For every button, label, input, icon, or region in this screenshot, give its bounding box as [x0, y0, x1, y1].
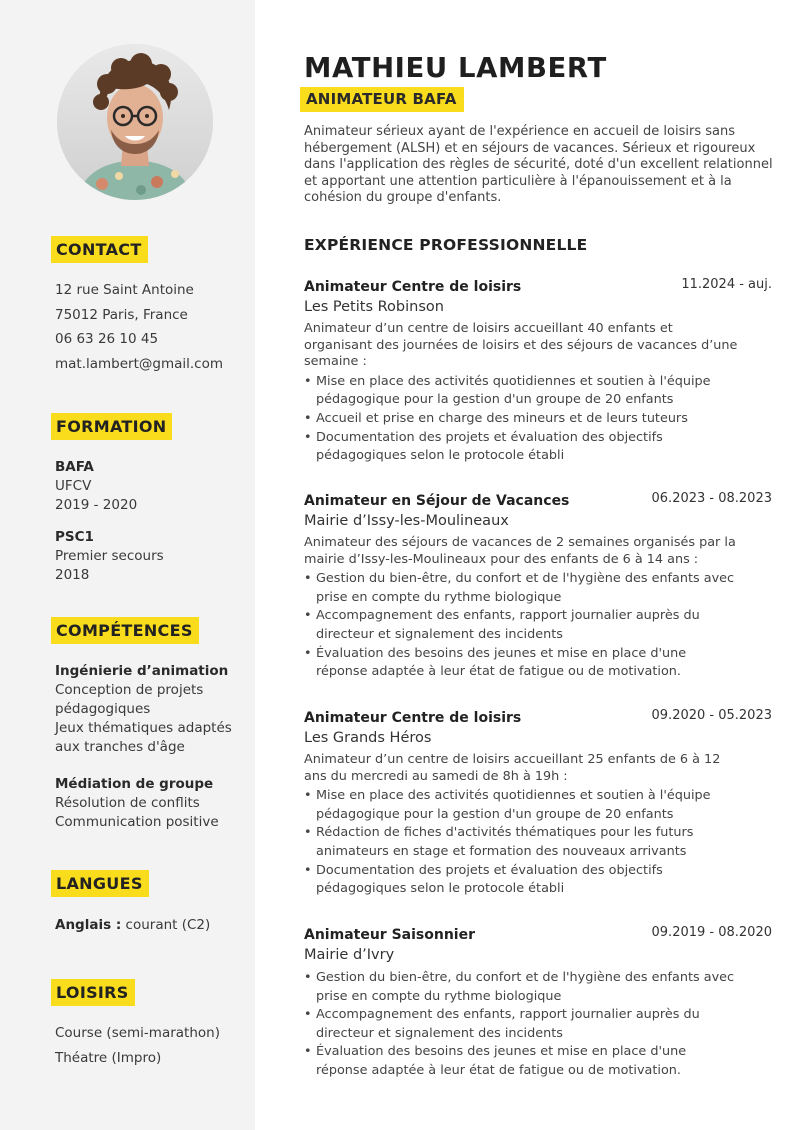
job-title-badge: ANIMATEUR BAFA [300, 87, 464, 112]
profile-photo [57, 44, 213, 200]
competence-item: Conception de projets pédagogiques [55, 682, 204, 717]
list-item: • Accueil et prise en charge des mineurs et de leurs tuteurs [304, 410, 739, 429]
competence-group-title: Médiation de groupe [55, 776, 214, 792]
sidebar [0, 0, 255, 1130]
list-item: • Documentation des projets et évaluation des objectifs pédagogiques selon le protocole établi [304, 429, 739, 466]
job-tasks [304, 570, 772, 682]
formation-heading: FORMATION [51, 413, 172, 440]
job-tasks [304, 969, 772, 1081]
job-company: Mairie d’Ivry [304, 947, 395, 963]
job-title: Animateur Saisonnier [304, 927, 475, 943]
job-dates: 06.2023 - 08.2023 [651, 491, 772, 506]
main-content [255, 0, 800, 1130]
job-tasks [304, 787, 772, 899]
job-title: Animateur Centre de loisirs [304, 279, 522, 295]
language-item [55, 916, 210, 935]
job-tasks [304, 373, 772, 466]
job-description: Animateur d’un centre de loisirs accueillant 25 enfants de 6 à 12 ans du mercredi au samedi de 8h à 19h : [304, 752, 721, 784]
competence-item: Résolution de conflits [55, 795, 200, 811]
list-item: • Évaluation des besoins des jeunes et mise en place d'une réponse adaptée à leur état de fatigue ou de motivation. [304, 645, 739, 682]
job-company: Les Petits Robinson [304, 299, 444, 315]
formation-school: Premier secours [55, 548, 164, 564]
list-item: • Accompagnement des enfants, rapport journalier auprès du directeur et signalement des incidents [304, 1006, 739, 1043]
competences-heading: COMPÉTENCES [51, 617, 199, 644]
formation-years: 2019 - 2020 [55, 497, 138, 513]
formation-item [55, 528, 164, 585]
contact-heading: CONTACT [51, 236, 148, 263]
competence-group [55, 662, 245, 757]
list-item: • Évaluation des besoins des jeunes et mise en place d'une réponse adaptée à leur état de fatigue ou de motivation. [304, 1043, 739, 1080]
job-description: Animateur des séjours de vacances de 2 semaines organisés par la mairie d’Issy-les-Moulineaux pour des enfants de 6 à 14 ans : [304, 535, 736, 567]
profile-summary: Animateur sérieux ayant de l'expérience en accueil de loisirs sans hébergement (ALSH) et en séjours de vacances. Sérieux et rigoureux dans l'application des règles de sécurité, doté d'un excellent relationnel et apportant une attention particulière à l'épanouissement et à la cohésion du groupe d'enfants. [304, 124, 773, 206]
competence-item: Communication positive [55, 814, 219, 830]
job-dates: 11.2024 - auj. [681, 277, 772, 292]
list-item: • Rédaction de fiches d'activités thématiques pour les futurs animateurs en stage et formation des nouveaux arrivants [304, 824, 739, 861]
address-line-2: 75012 Paris, France [55, 306, 188, 323]
loisirs-list [55, 1021, 220, 1070]
hobby-item: Course (semi-marathon) [55, 1025, 220, 1041]
language-name: Anglais : [55, 917, 122, 933]
job-dates: 09.2019 - 08.2020 [651, 925, 772, 940]
hobby-item: Théatre (Impro) [55, 1049, 162, 1066]
experience-entry [304, 276, 772, 466]
experience-entry [304, 490, 772, 682]
loisirs-heading: LOISIRS [51, 979, 135, 1006]
candidate-name: MATHIEU LAMBERT [304, 52, 607, 84]
experience-entry [304, 707, 772, 899]
job-company: Les Grands Héros [304, 730, 432, 746]
formation-years: 2018 [55, 567, 90, 583]
list-item: • Documentation des projets et évaluation des objectifs pédagogiques selon le protocole établi [304, 862, 739, 899]
phone-number: 06 63 26 10 45 [55, 331, 159, 347]
list-item: • Mise en place des activités quotidiennes et soutien à l'équipe pédagogique pour la gestion d'un groupe de 20 enfants [304, 373, 739, 410]
job-title: Animateur Centre de loisirs [304, 710, 522, 726]
competence-item: Jeux thématiques adaptés aux tranches d'âge [55, 720, 232, 755]
competence-group-title: Ingénierie d’animation [55, 663, 229, 679]
list-item: • Mise en place des activités quotidiennes et soutien à l'équipe pédagogique pour la gestion d'un groupe de 20 enfants [304, 787, 739, 824]
formation-degree: PSC1 [55, 529, 94, 545]
list-item: • Gestion du bien-être, du confort et de l'hygiène des enfants avec prise en compte du rythme biologique [304, 570, 739, 607]
experience-entry [304, 924, 772, 1081]
list-item: • Accompagnement des enfants, rapport journalier auprès du directeur et signalement des incidents [304, 607, 739, 644]
job-title: Animateur en Séjour de Vacances [304, 493, 570, 509]
job-dates: 09.2020 - 05.2023 [651, 708, 772, 723]
competence-group [55, 775, 245, 832]
langues-heading: LANGUES [51, 870, 149, 897]
contact-block [55, 278, 223, 376]
formation-school: UFCV [55, 478, 92, 494]
job-company: Mairie d’Issy-les-Moulineaux [304, 513, 509, 529]
list-item: • Gestion du bien-être, du confort et de l'hygiène des enfants avec prise en compte du rythme biologique [304, 969, 739, 1006]
job-description: Animateur d’un centre de loisirs accueillant 40 enfants et organisant des journées de loisirs et des séjours de vacances d’une semaine : [304, 321, 738, 370]
experience-heading: EXPÉRIENCE PROFESSIONNELLE [304, 236, 588, 254]
address-line-1: 12 rue Saint Antoine [55, 282, 194, 298]
language-level: courant (C2) [125, 917, 211, 933]
email-address: mat.lambert@gmail.com [55, 355, 224, 372]
formation-item [55, 458, 137, 515]
formation-degree: BAFA [55, 459, 94, 475]
